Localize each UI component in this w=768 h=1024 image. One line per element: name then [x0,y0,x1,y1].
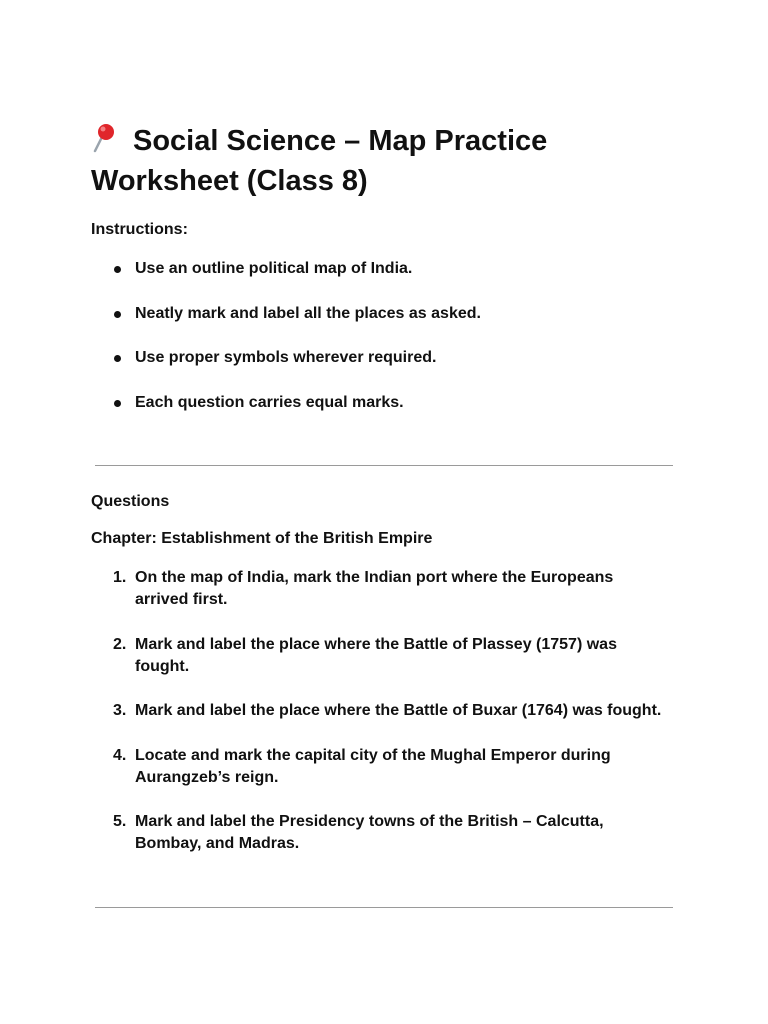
instruction-text: Use proper symbols wherever required. [135,349,437,366]
questions-heading: Questions [91,493,170,510]
question-text: On the map of India, mark the Indian port where the Europeans arrived first. [135,569,614,608]
question-list [91,567,691,878]
question-item [91,811,635,855]
question-text: Mark and label the Presidency towns of the British – Calcutta, Bombay, and Madras. [135,813,604,852]
question-item [91,634,635,678]
question-number: 1. [113,569,127,586]
chapter-heading: Chapter: Establishment of the British Empire [91,530,433,547]
instructions-heading: Instructions: [91,221,188,238]
list-item [91,347,691,392]
bullet-icon [114,400,121,407]
question-text: Mark and label the place where the Battle of Plassey (1757) was fought. [135,635,617,675]
instruction-text: Neatly mark and label all the places as asked. [135,304,481,322]
bullet-icon [114,311,121,318]
question-text: Locate and mark the capital city of the Mughal Emperor during Aurangzeb’s reign. [135,746,611,786]
instruction-text: Each question carries equal marks. [135,393,404,411]
list-item [91,303,691,348]
question-number: 3. [113,702,127,719]
horizontal-divider [95,465,673,466]
bullet-icon [114,355,121,362]
horizontal-divider [95,907,673,908]
page-title-text: Social Science – Map Practice Worksheet (Class 8) [91,125,548,197]
list-item [91,258,691,303]
page-title [91,121,651,201]
question-item [91,700,691,722]
question-item [91,745,635,789]
bullet-icon [114,266,121,273]
question-number: 2. [113,635,127,653]
question-number: 5. [113,813,127,830]
instruction-text: Use an outline political map of India. [135,260,413,277]
round-pushpin-icon [91,123,123,153]
question-text: Mark and label the place where the Battle of Buxar (1764) was fought. [135,702,662,719]
list-item [91,392,691,437]
instructions-list [91,258,691,436]
question-item [91,567,635,611]
question-number: 4. [113,746,127,764]
